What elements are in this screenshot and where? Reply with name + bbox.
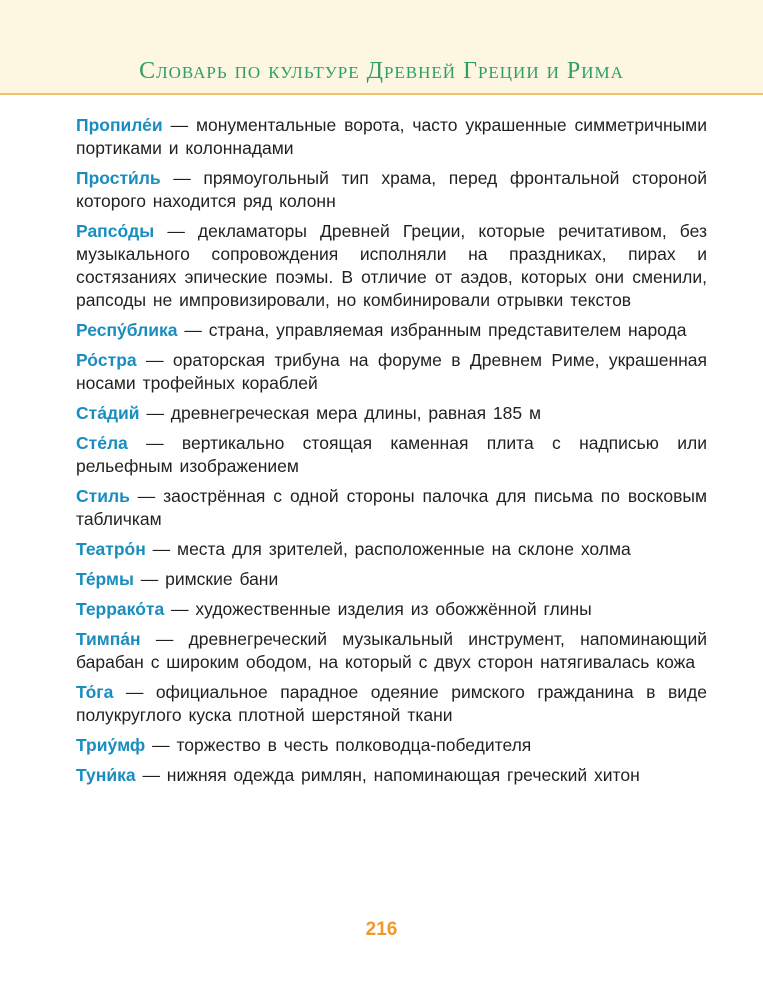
glossary-term: Стиль: [76, 486, 130, 506]
glossary-entry: [76, 568, 707, 591]
glossary-definition: — декламаторы Древней Греции, которые речитативом, без музыкального сопровождения исполняли на праздниках, пирах и состязаниях эпические поэмы. В отличие от аэдов, которых они сменили, рапсоды не импровизировали, но комбинировали отрывки текстов: [76, 221, 707, 310]
glossary-entry: [76, 220, 707, 312]
glossary-term: Пропиле́и: [76, 115, 163, 135]
glossary-term: Ста́дий: [76, 403, 140, 423]
glossary-term: Те́рмы: [76, 569, 134, 589]
glossary-definition: — монументальные ворота, часто украшенные симметричными портиками и колоннадами: [76, 115, 707, 158]
glossary-entry: [76, 628, 707, 674]
glossary-definition: — нижняя одежда римлян, напоминающая греческий хитон: [135, 765, 640, 785]
glossary-term: Респу́блика: [76, 320, 178, 340]
glossary-definition: — римские бани: [133, 569, 279, 589]
glossary-term: Триу́мф: [76, 735, 146, 755]
glossary-entry: [76, 432, 707, 478]
glossary-term: Ро́стра: [76, 350, 137, 370]
glossary-term: Террако́та: [76, 599, 165, 619]
glossary-definition: — древнегреческая мера длины, равная 185 м: [139, 403, 541, 423]
glossary-term: Тимпа́н: [76, 629, 141, 649]
glossary-list: [76, 114, 707, 794]
glossary-definition: — вертикально стоящая каменная плита с надписью или рельефным изображением: [76, 433, 707, 476]
glossary-definition: — страна, управляемая избранным представителем народа: [177, 320, 687, 340]
glossary-definition: — прямоугольный тип храма, перед фронтальной стороной которого находится ряд колонн: [76, 168, 707, 211]
page-title: Словарь по культуре Древней Греции и Рима: [139, 58, 624, 84]
glossary-definition: — художественные изделия из обожжённой глины: [164, 599, 592, 619]
glossary-entry: [76, 402, 707, 425]
glossary-entry: [76, 538, 707, 561]
glossary-definition: — официальное парадное одеяние римского гражданина в виде полукруглого куска плотной шерстяной ткани: [76, 682, 707, 725]
glossary-entry: [76, 734, 707, 757]
glossary-term: Сте́ла: [76, 433, 128, 453]
glossary-term: Рапсо́ды: [76, 221, 155, 241]
glossary-definition: — древнегреческий музыкальный инструмент, напоминающий барабан с широким ободом, на который с двух сторон натягивалась кожа: [76, 629, 707, 672]
glossary-term: Театро́н: [76, 539, 146, 559]
glossary-entry: [76, 349, 707, 395]
page-number: 216: [365, 919, 398, 940]
glossary-entry: [76, 598, 707, 621]
glossary-entry: [76, 485, 707, 531]
glossary-definition: — заострённая с одной стороны палочка для письма по восковым табличкам: [76, 486, 707, 529]
glossary-entry: [76, 764, 707, 787]
glossary-definition: — ораторская трибуна на форуме в Древнем Риме, украшенная носами трофейных кораблей: [76, 350, 707, 393]
glossary-term: То́га: [76, 682, 114, 702]
glossary-entry: [76, 167, 707, 213]
glossary-entry: [76, 114, 707, 160]
glossary-definition: — места для зрителей, расположенные на склоне холма: [145, 539, 631, 559]
glossary-term: Туни́ка: [76, 765, 136, 785]
glossary-entry: [76, 319, 707, 342]
glossary-entry: [76, 681, 707, 727]
header-band: [0, 0, 763, 95]
glossary-term: Прости́ль: [76, 168, 161, 188]
glossary-definition: — торжество в честь полководца-победителя: [145, 735, 532, 755]
